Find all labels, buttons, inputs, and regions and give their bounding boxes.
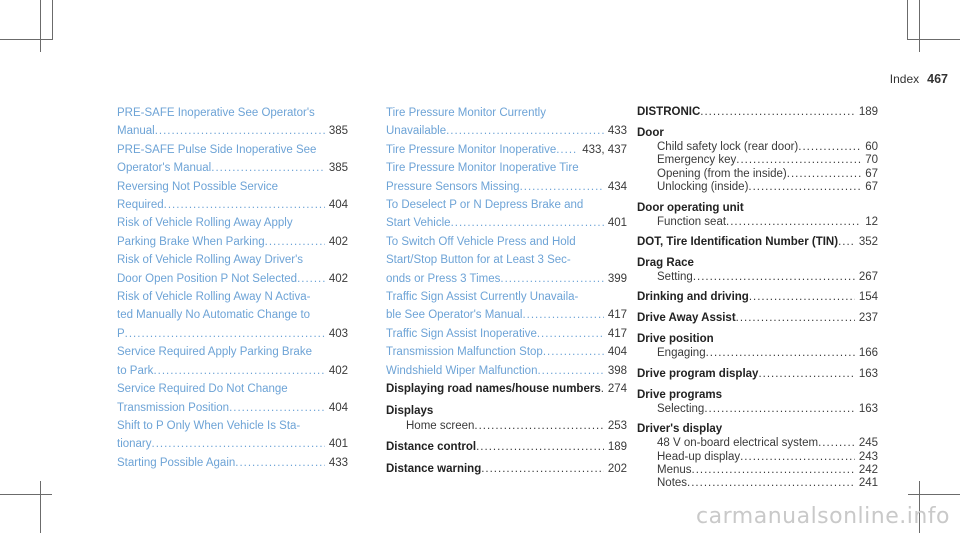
- entry-line: [117, 251, 348, 269]
- page-ref[interactable]: 237: [858, 312, 878, 325]
- entry-text: Distance control: [386, 440, 477, 453]
- index-entry[interactable]: [386, 288, 627, 325]
- entry-line: [117, 417, 348, 435]
- entry-text: Drive program display: [637, 367, 759, 380]
- index-heading: Drive programs: [637, 388, 723, 401]
- index-entry-row[interactable]: [117, 399, 348, 417]
- entry-text: Child safety lock (rear door): [657, 141, 799, 153]
- page-ref[interactable]: 163: [858, 367, 878, 380]
- leader-dots: [749, 289, 855, 305]
- crop-mark: [908, 494, 960, 495]
- entry-text: Transmission Malfunction Stop: [386, 346, 543, 359]
- page-ref[interactable]: 433: [607, 125, 627, 138]
- index-entry-row[interactable]: [386, 325, 627, 343]
- index-subentry[interactable]: [637, 216, 878, 229]
- index-entry[interactable]: [637, 310, 878, 326]
- header-label: Index: [889, 72, 920, 86]
- entry-text: Operator's Manual: [117, 162, 212, 175]
- index-entry[interactable]: [386, 438, 627, 456]
- index-entry[interactable]: [386, 343, 627, 361]
- leader-dots: [818, 437, 855, 450]
- entry-line: [386, 251, 627, 269]
- page-ref[interactable]: 67: [865, 181, 878, 194]
- leader-dots: [687, 477, 855, 490]
- index-entry-row[interactable]: [386, 438, 627, 456]
- entry-text[interactable]: PRE-SAFE Inoperative See Operator's: [117, 107, 315, 119]
- entry-text[interactable]: Risk of Vehicle Rolling Away Apply: [117, 217, 293, 230]
- page-ref[interactable]: 385: [328, 125, 348, 138]
- index-subentry-row[interactable]: [657, 347, 878, 360]
- index-subentry-row[interactable]: [657, 477, 878, 490]
- page-ref[interactable]: 189: [858, 106, 878, 118]
- entry-text: Selecting: [657, 402, 705, 415]
- page-ref[interactable]: 433, 437: [582, 143, 627, 156]
- index-group: [637, 125, 878, 195]
- index-entry-row[interactable]: [386, 270, 627, 288]
- entry-text: Setting: [657, 271, 693, 284]
- index-subentry-row[interactable]: [406, 419, 627, 434]
- entry-text: onds or Press 3 Times: [386, 272, 501, 285]
- entry-line: [386, 196, 627, 214]
- index-entry[interactable]: [117, 141, 348, 178]
- crop-mark: [52, 0, 53, 40]
- crop-mark: [40, 0, 41, 52]
- entry-line: [117, 141, 348, 159]
- index-subentry-row[interactable]: [657, 154, 878, 167]
- entry-text: Drinking and driving: [637, 291, 749, 304]
- page-ref[interactable]: 399: [607, 272, 627, 285]
- entry-text[interactable]: To Deselect P or N Depress Brake and: [386, 199, 584, 212]
- entry-text: Traffic Sign Assist Inoperative: [386, 327, 537, 340]
- leader-dots: [537, 362, 603, 380]
- index-entry-row[interactable]: [117, 233, 348, 251]
- index-subentry[interactable]: [637, 403, 878, 416]
- page-number: 467: [927, 72, 948, 86]
- entry-text[interactable]: Traffic Sign Assist Currently Unavaila-: [386, 291, 579, 304]
- leader-dots: [125, 325, 325, 343]
- entry-text: Drive Away Assist: [637, 312, 736, 325]
- page-ref[interactable]: 402: [328, 364, 348, 377]
- index-group: [637, 200, 878, 229]
- page-ref[interactable]: 154: [858, 291, 878, 304]
- entry-text: Distance warning: [386, 462, 482, 475]
- leader-dots: [706, 347, 855, 360]
- page-ref[interactable]: 12: [865, 215, 878, 228]
- entry-text: Windshield Wiper Malfunction: [386, 364, 538, 377]
- index-entry[interactable]: [117, 454, 348, 472]
- index-subentry-row[interactable]: [657, 181, 878, 194]
- index-entry[interactable]: [386, 141, 627, 159]
- leader-dots: [736, 310, 855, 326]
- index-group: [637, 421, 878, 491]
- page-ref[interactable]: 166: [858, 347, 878, 360]
- index-entry[interactable]: [117, 251, 348, 288]
- index-entry[interactable]: [386, 233, 627, 288]
- index-subentry[interactable]: [637, 154, 878, 167]
- leader-dots: [446, 122, 604, 140]
- index-column-2: [386, 104, 627, 482]
- index-entry[interactable]: [637, 366, 878, 382]
- entry-text: Starting Possible Again: [117, 456, 236, 469]
- entry-text: Displaying road names/house numbers: [386, 383, 601, 396]
- index-subentry[interactable]: [637, 181, 878, 194]
- index-entry-row[interactable]: [637, 104, 878, 120]
- entry-text: Function seat: [657, 215, 727, 228]
- index-entry-row[interactable]: [386, 380, 627, 398]
- index-entry[interactable]: [637, 104, 878, 120]
- index-entry[interactable]: [386, 159, 627, 196]
- leader-dots: [522, 306, 603, 324]
- index-entry-row[interactable]: [637, 366, 878, 382]
- entry-line: [117, 288, 348, 306]
- leader-dots: [235, 454, 325, 472]
- page-ref[interactable]: 267: [858, 271, 878, 284]
- leader-dots: [211, 159, 325, 177]
- page-ref[interactable]: 67: [865, 167, 878, 180]
- page-ref[interactable]: 245: [858, 437, 878, 450]
- page-ref[interactable]: 243: [858, 450, 878, 463]
- leader-dots: [758, 366, 854, 382]
- index-subentry[interactable]: [637, 451, 878, 464]
- index-subentry[interactable]: [637, 437, 878, 450]
- leader-dots: [164, 196, 325, 214]
- entry-text: Pressure Sensors Missing: [386, 180, 520, 193]
- leader-dots: [297, 270, 325, 288]
- index-subentry-row[interactable]: [657, 451, 878, 464]
- crop-mark: [0, 39, 52, 40]
- index-heading: Drive position: [637, 333, 714, 346]
- leader-dots: [556, 141, 578, 159]
- leader-dots: [798, 141, 861, 154]
- index-group: [637, 331, 878, 360]
- entry-text[interactable]: Start/Stop Button for at Least 3 Sec-: [386, 254, 571, 267]
- index-subentry[interactable]: [637, 347, 878, 360]
- leader-dots: [693, 271, 855, 284]
- index-column-1: [117, 104, 348, 472]
- page-ref[interactable]: 433: [328, 456, 348, 469]
- index-entry-row[interactable]: [117, 435, 348, 453]
- index-entry[interactable]: [386, 460, 627, 478]
- index-entry[interactable]: [386, 196, 627, 233]
- leader-dots: [500, 270, 603, 288]
- page-ref[interactable]: 402: [328, 272, 348, 285]
- index-entry-row[interactable]: [386, 214, 627, 232]
- leader-dots: [700, 104, 855, 120]
- index-group: [637, 387, 878, 416]
- entry-text: Parking Brake When Parking: [117, 235, 265, 248]
- entry-line: [386, 233, 627, 251]
- index-subentry-row[interactable]: [657, 403, 878, 416]
- crop-mark: [40, 481, 41, 533]
- entry-text[interactable]: Risk of Vehicle Rolling Away Driver's: [117, 254, 304, 267]
- entry-text: Unavailable: [386, 125, 447, 138]
- page-ref[interactable]: 253: [607, 419, 627, 432]
- index-subentry[interactable]: [637, 464, 878, 477]
- entry-text[interactable]: ted Manually No Automatic Change to: [117, 309, 311, 322]
- entry-text: tionary: [117, 438, 152, 451]
- index-entry[interactable]: [117, 343, 348, 380]
- watermark: carmanualsonline.info: [696, 504, 950, 529]
- index-entry-row[interactable]: [637, 234, 878, 250]
- index-entry[interactable]: [117, 288, 348, 343]
- leader-dots: [838, 234, 855, 250]
- index-entry[interactable]: [117, 214, 348, 251]
- index-entry-row[interactable]: [117, 454, 348, 472]
- entry-text: Unlocking (inside): [657, 181, 749, 194]
- leader-dots: [476, 438, 604, 456]
- leader-dots: [451, 214, 604, 232]
- index-subentry[interactable]: [637, 141, 878, 154]
- crop-mark: [907, 0, 908, 40]
- index-entry-row[interactable]: [386, 141, 627, 159]
- leader-dots: [155, 122, 325, 140]
- index-heading: Driver's display: [637, 423, 723, 436]
- entry-text: Manual: [117, 125, 155, 138]
- index-entry-row[interactable]: [386, 306, 627, 324]
- index-entry-row[interactable]: [637, 289, 878, 305]
- index-entry[interactable]: [117, 380, 348, 417]
- leader-dots: [229, 399, 325, 417]
- entry-text[interactable]: Service Required Do Not Change: [117, 383, 288, 396]
- page-ref[interactable]: 70: [865, 154, 878, 167]
- index-entry[interactable]: [117, 104, 348, 141]
- page-ref[interactable]: 434: [607, 180, 627, 193]
- page-ref[interactable]: 404: [607, 346, 627, 359]
- entry-text: Door Open Position P Not Selected: [117, 272, 298, 285]
- index-entry-row[interactable]: [117, 159, 348, 177]
- entry-text: Transmission Position: [117, 401, 230, 414]
- index-heading: Door: [637, 127, 664, 139]
- leader-dots: [543, 343, 604, 361]
- entry-text: P: [117, 327, 125, 340]
- entry-line: [117, 104, 348, 122]
- page-ref[interactable]: 401: [328, 438, 348, 451]
- page-ref[interactable]: 163: [858, 402, 878, 415]
- index-entry[interactable]: [386, 362, 627, 380]
- page-ref[interactable]: 189: [607, 440, 627, 453]
- index-entry[interactable]: [637, 234, 878, 250]
- index-heading: Drag Race: [637, 257, 694, 270]
- leader-dots: [481, 460, 604, 478]
- index-entry[interactable]: [386, 380, 627, 398]
- leader-dots: [265, 233, 325, 251]
- entry-text: Menus: [657, 464, 692, 477]
- leader-dots: [153, 362, 324, 380]
- index-subentry[interactable]: [637, 271, 878, 284]
- page-ref[interactable]: 60: [865, 141, 878, 153]
- entry-text[interactable]: Tire Pressure Monitor Inoperative Tire: [386, 162, 579, 175]
- entry-text[interactable]: Service Required Apply Parking Brake: [117, 346, 312, 359]
- leader-dots: [704, 403, 855, 416]
- crop-mark: [908, 39, 960, 40]
- index-column-3: [637, 104, 878, 496]
- leader-dots: [152, 435, 325, 453]
- index-entry-row[interactable]: [386, 343, 627, 361]
- entry-line: [117, 306, 348, 324]
- index-subentry-row[interactable]: [657, 437, 878, 450]
- crop-mark: [919, 0, 920, 52]
- index-subentry-row[interactable]: [657, 216, 878, 229]
- leader-dots: [748, 181, 861, 194]
- index-entry[interactable]: [386, 104, 627, 141]
- index-subentry[interactable]: [386, 419, 627, 434]
- page-ref[interactable]: 398: [607, 364, 627, 377]
- entry-line: [386, 159, 627, 177]
- entry-text: Notes: [657, 477, 688, 490]
- crop-mark: [0, 494, 52, 495]
- page-ref[interactable]: 404: [328, 401, 348, 414]
- entry-line: [117, 214, 348, 232]
- entry-text: Tire Pressure Monitor Inoperative: [386, 143, 557, 156]
- leader-dots: [787, 168, 861, 181]
- page-ref[interactable]: 385: [328, 162, 348, 175]
- index-entry[interactable]: [117, 417, 348, 454]
- page-ref[interactable]: 241: [858, 477, 878, 490]
- page-ref[interactable]: 404: [328, 199, 348, 212]
- entry-text[interactable]: Reversing Not Possible Service: [117, 180, 279, 193]
- index-subentry[interactable]: [637, 477, 878, 490]
- index-entry-row[interactable]: [386, 122, 627, 140]
- page-ref[interactable]: 274: [607, 383, 627, 396]
- entry-text: Head-up display: [657, 450, 741, 463]
- entry-line: [386, 288, 627, 306]
- index-entry-row[interactable]: [386, 460, 627, 478]
- page-ref[interactable]: 403: [328, 327, 348, 340]
- entry-text: Home screen: [406, 419, 475, 432]
- entry-text[interactable]: PRE-SAFE Pulse Side Inoperative See: [117, 143, 317, 156]
- entry-text: 48 V on-board electrical system: [657, 437, 819, 450]
- entry-text: DISTRONIC: [637, 106, 701, 118]
- entry-text: to Park: [117, 364, 154, 377]
- leader-dots: [537, 325, 604, 343]
- index-subentry-row[interactable]: [657, 464, 878, 477]
- index-heading: Displays: [386, 404, 434, 417]
- page-ref[interactable]: 352: [858, 236, 878, 249]
- index-heading: Door operating unit: [637, 201, 744, 214]
- index-entry[interactable]: [637, 289, 878, 305]
- index-subentry-row[interactable]: [657, 141, 878, 154]
- page-header: [890, 72, 948, 86]
- page-ref[interactable]: 401: [607, 217, 627, 230]
- page-ref[interactable]: 402: [328, 235, 348, 248]
- entry-text: Opening (from the inside): [657, 167, 787, 180]
- index-entry-row[interactable]: [117, 196, 348, 214]
- page-ref[interactable]: 202: [607, 462, 627, 475]
- index-entry-row[interactable]: [117, 270, 348, 288]
- entry-text: Engaging: [657, 347, 706, 360]
- leader-dots: [692, 464, 855, 477]
- index-entry-row[interactable]: [386, 362, 627, 380]
- entry-line: [117, 343, 348, 361]
- entry-text[interactable]: Risk of Vehicle Rolling Away N Activa-: [117, 291, 311, 304]
- index-entry-row[interactable]: [117, 325, 348, 343]
- entry-text[interactable]: Tire Pressure Monitor Currently: [386, 107, 546, 119]
- index-entry[interactable]: [386, 325, 627, 343]
- index-subentry-row[interactable]: [657, 271, 878, 284]
- index-subentry-row[interactable]: [657, 168, 878, 181]
- entry-line: [386, 104, 627, 122]
- leader-dots: [740, 451, 855, 464]
- index-entry-row[interactable]: [637, 310, 878, 326]
- leader-dots: [736, 154, 861, 167]
- entry-text: ble See Operator's Manual: [386, 309, 523, 322]
- index-subentry[interactable]: [637, 168, 878, 181]
- entry-text: Start Vehicle: [386, 217, 451, 230]
- entry-text[interactable]: Shift to P Only When Vehicle Is Sta-: [117, 419, 301, 432]
- entry-text: Emergency key: [657, 154, 737, 167]
- leader-dots: [474, 419, 603, 434]
- index-entry-row[interactable]: [117, 362, 348, 380]
- entry-text: DOT, Tire Identification Number (TIN): [637, 236, 839, 249]
- index-entry-row[interactable]: [117, 122, 348, 140]
- page-ref[interactable]: 417: [607, 309, 627, 322]
- leader-dots: [726, 216, 861, 229]
- index-group: [386, 403, 627, 434]
- index-group: [637, 255, 878, 284]
- index-entry-row[interactable]: [386, 178, 627, 196]
- index-entry[interactable]: [117, 178, 348, 215]
- entry-text[interactable]: To Switch Off Vehicle Press and Hold: [386, 235, 576, 248]
- page-ref[interactable]: 417: [607, 327, 627, 340]
- page-ref[interactable]: 242: [858, 464, 878, 477]
- entry-text: Required: [117, 199, 164, 212]
- leader-dots: [520, 178, 604, 196]
- entry-line: [117, 380, 348, 398]
- entry-line: [117, 178, 348, 196]
